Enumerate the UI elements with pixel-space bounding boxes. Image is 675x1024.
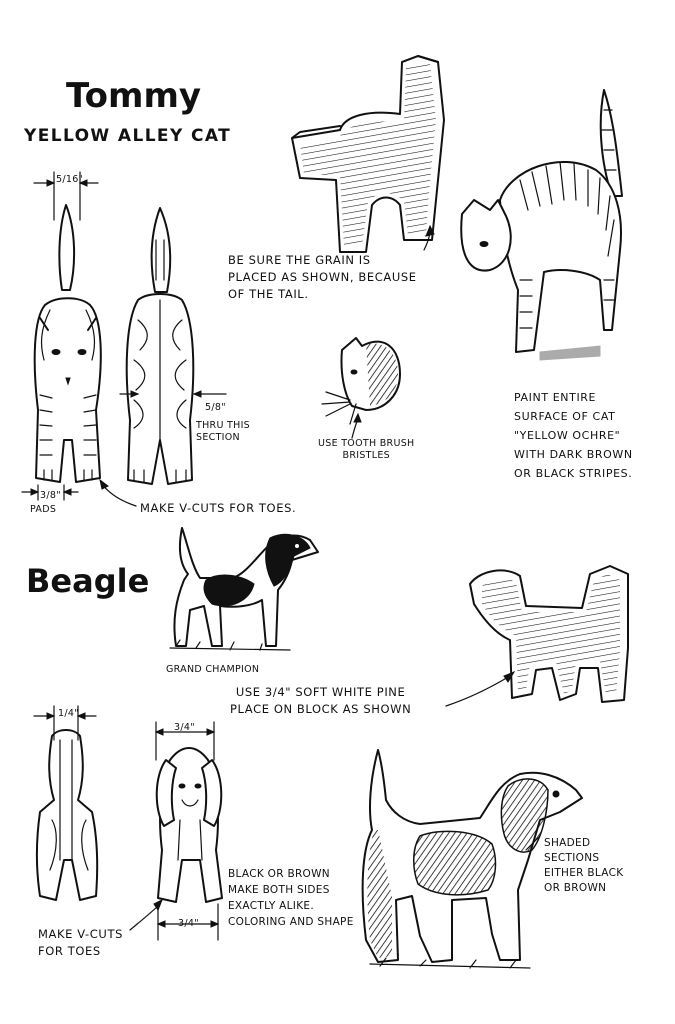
tommy-pads-label: PADS [30, 504, 57, 515]
cat-standing-figure [461, 90, 622, 360]
beagle-front-view [157, 748, 222, 902]
cat-front-view [35, 205, 101, 482]
beagle-shaded-note: SHADED SECTIONS EITHER BLACK OR BROWN [544, 837, 624, 894]
tommy-paint-note: PAINT ENTIRE SURFACE OF CAT "YELLOW OCHRE" WITH DARK BROWN OR BLACK STRIPES. [514, 391, 633, 480]
beagle-vcuts-note: MAKE V-CUTS FOR TOES [38, 927, 123, 958]
cat-side-block [292, 56, 444, 252]
tommy-subtitle: YELLOW ALLEY CAT [24, 126, 232, 146]
cat-back-view [127, 208, 194, 484]
tommy-section-note: THRU THIS SECTION [196, 420, 250, 443]
tommy-vcuts-note: MAKE V-CUTS FOR TOES. [140, 501, 297, 515]
tommy-pads-dimension: 3/8" [40, 490, 61, 501]
tommy-section-dimension: 5/8" [205, 402, 226, 413]
beagle-title: Beagle [26, 562, 150, 600]
beagle-side-view [37, 730, 97, 900]
beagle-coloring-note: BLACK OR BROWN MAKE BOTH SIDES EXACTLY ALIKE. COLORING AND SHAPE [228, 868, 354, 928]
beagle-bottom-dimension: 3/4" [178, 918, 199, 929]
tommy-whiskers-note: USE TOOTH BRUSH BRISTLES [318, 438, 415, 461]
beagle-champion-caption: GRAND CHAMPION [166, 664, 260, 675]
beagle-champion-sketch [170, 528, 318, 650]
beagle-wood-note: USE 3/4" SOFT WHITE PINE PLACE ON BLOCK AS SHOWN [230, 685, 412, 716]
beagle-top-dimension: 3/4" [174, 722, 195, 733]
cat-head-detail [322, 338, 400, 438]
tommy-width-dimension: 5/16" [56, 174, 84, 185]
tommy-grain-note: BE SURE THE GRAIN IS PLACED AS SHOWN, BECAUSE OF THE TAIL. [228, 253, 417, 301]
beagle-side-block [446, 566, 628, 706]
beagle-width-dimension: 1/4" [58, 708, 79, 719]
tommy-title: Tommy [66, 76, 202, 116]
